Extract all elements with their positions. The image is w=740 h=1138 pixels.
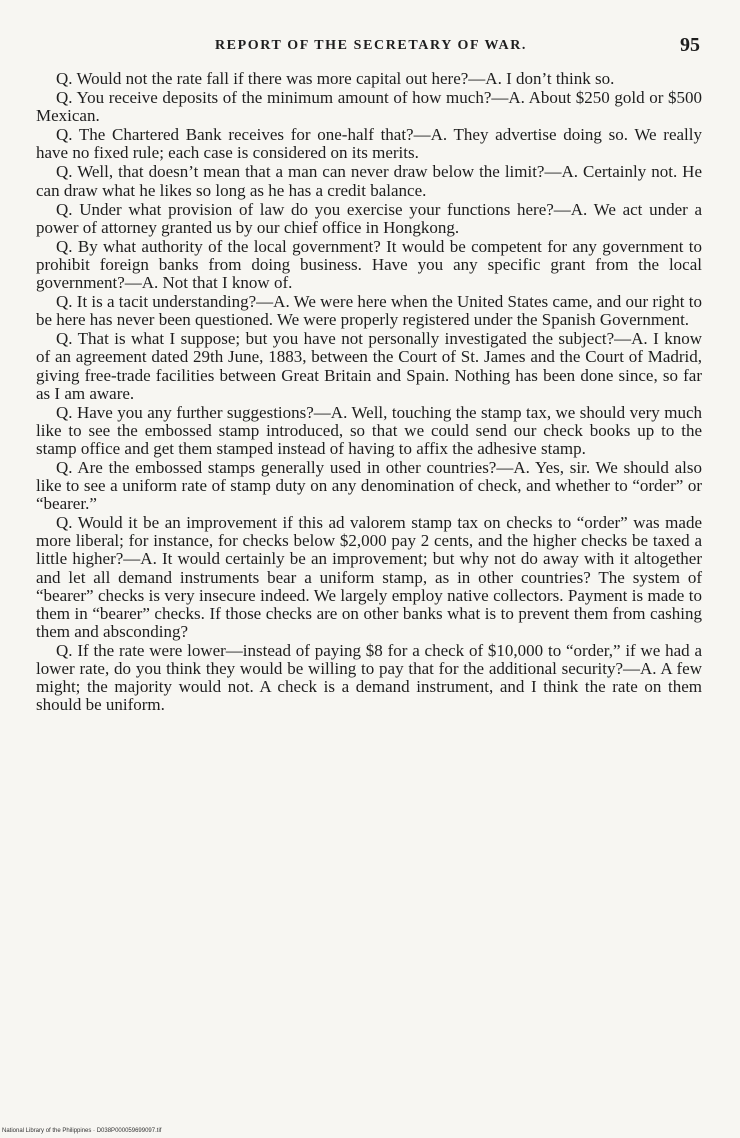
paragraph: Q. You receive deposits of the minimum amount of how much?—A. About $250 gold or $500 Mexican.: [36, 88, 702, 126]
paragraph: Q. Would it be an improvement if this ad valorem stamp tax on checks to “order” was made more liberal; for instance, for checks below $2,000 pay 2 cents, and the higher checks be taxed a little higher?—A. It would certainly be an improvement; but why not do away with it altogether and let all demand instruments bear a uniform stamp, as in other countries? The system of “bearer” checks is very insecure indeed. We largely employ native collectors. Payment is made to them in “bearer” checks. If those checks are on other banks what is to prevent them from cashing them and absconding?: [36, 513, 702, 641]
scan-credit: National Library of the Philippines · D038P000059699097.tif: [2, 1128, 162, 1134]
paragraph: Q. Have you any further suggestions?—A. Well, touching the stamp tax, we should very much like to see the embossed stamp introduced, so that we could send our check books up to the stamp office and get them stamped instead of having to affix the adhesive stamp.: [36, 402, 702, 458]
paragraph: Q. That is what I suppose; but you have not personally investigated the subject?—A. I know of an agreement dated 29th June, 1883, between the Court of St. James and the Court of Madrid, giving free-trade facilities between Great Britain and Spain. Nothing has been done since, so far as I am aware.: [36, 329, 702, 403]
paragraph: Q. Well, that doesn’t mean that a man can never draw below the limit?—A. Certainly not. He can draw what he likes so long as he has a credit balance.: [36, 162, 702, 200]
running-head: [36, 34, 706, 58]
paragraph: Q. It is a tacit understanding?—A. We were here when the United States came, and our right to be here has never been questioned. We were properly registered under the Spanish Government.: [36, 292, 703, 330]
body-text: [36, 70, 702, 714]
paragraph: Q. Are the embossed stamps generally used in other countries?—A. Yes, sir. We should also like to see a uniform rate of stamp duty on any denomination of check, and whether to “order” or “bearer.”: [36, 457, 702, 514]
paragraph: Q. Would not the rate fall if there was more capital out here?—A. I don’t think so.: [56, 69, 615, 88]
page-number: 95: [680, 34, 700, 56]
paragraph: Q. By what authority of the local government? It would be competent for any government to prohibit foreign banks from doing business. Have you any specific grant from the local government?—A. Not that I know of.: [36, 236, 702, 293]
paragraph: Q. The Chartered Bank receives for one-half that?—A. They advertise doing so. We really have no fixed rule; each case is considered on its merits.: [36, 125, 702, 163]
running-head-title: REPORT OF THE SECRETARY OF WAR.: [214, 38, 528, 53]
paragraph: Q. Under what provision of law do you exercise your functions here?—A. We act under a power of attorney granted us by our chief office in Hongkong.: [36, 199, 702, 237]
paragraph: Q. If the rate were lower—instead of paying $8 for a check of $10,000 to “order,” if we had a lower rate, do you think they would be willing to pay that for the additional security?—A. A few might; the majority would not. A check is a demand instrument, and I think the rate on them should be uniform.: [36, 640, 702, 715]
